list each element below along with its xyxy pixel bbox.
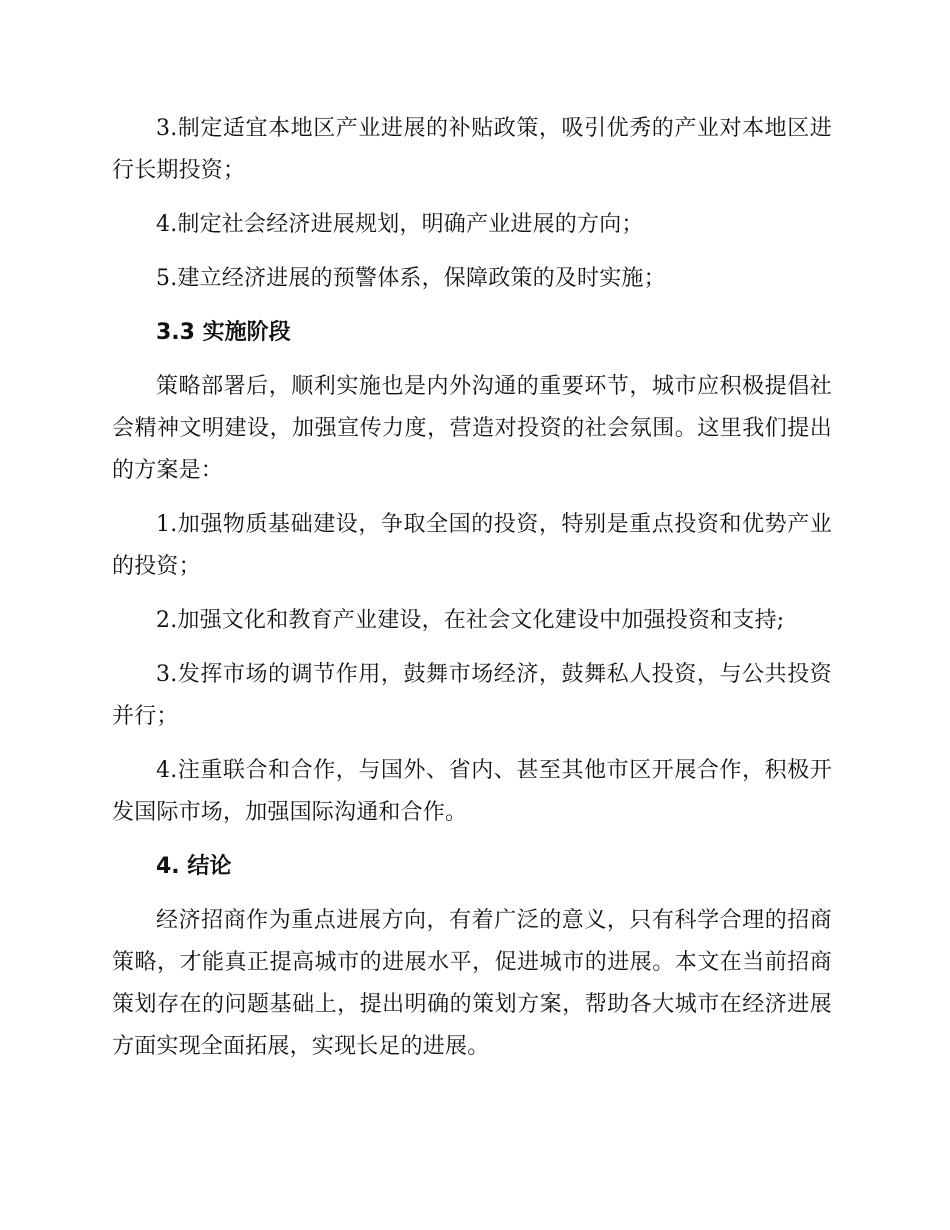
conclusion-paragraph: 经济招商作为重点进展方向，有着广泛的意义，只有科学合理的招商策略，才能真正提高城市的进展水平，促进城市的进展。本文在当前招商策划存在的问题基础上，提出明确的策划方案，帮助各大城市在经济进展方面实现全面拓展，实现长足的进展。 xyxy=(112,908,832,1059)
list-item: 5.建立经济进展的预警体系，保障政策的及时实施； xyxy=(156,266,666,291)
list-item: 1.加强物质基础建设，争取全国的投资，特别是重点投资和优势产业的投资； xyxy=(112,512,832,579)
section-heading-4: 4. 结论 xyxy=(156,854,232,879)
list-item: 3.发挥市场的调节作用，鼓舞市场经济，鼓舞私人投资，与公共投资并行； xyxy=(112,662,832,729)
document-page xyxy=(112,108,832,1068)
list-item: 4.制定社会经济进展规划，明确产业进展的方向； xyxy=(156,212,644,237)
section-heading-3-3: 3.3 实施阶段 xyxy=(156,320,291,345)
list-item: 2.加强文化和教育产业建设，在社会文化建设中加强投资和支持; xyxy=(156,608,785,633)
list-item: 4.注重联合和合作，与国外、省内、甚至其他市区开展合作，积极开发国际市场，加强国际沟通和合作。 xyxy=(112,758,832,825)
section-intro-paragraph: 策略部署后，顺利实施也是内外沟通的重要环节，城市应积极提倡社会精神文明建设，加强宣传力度，营造对投资的社会氛围。这里我们提出的方案是： xyxy=(112,374,832,483)
list-item: 3.制定适宜本地区产业进展的补贴政策，吸引优秀的产业对本地区进行长期投资； xyxy=(112,116,832,183)
